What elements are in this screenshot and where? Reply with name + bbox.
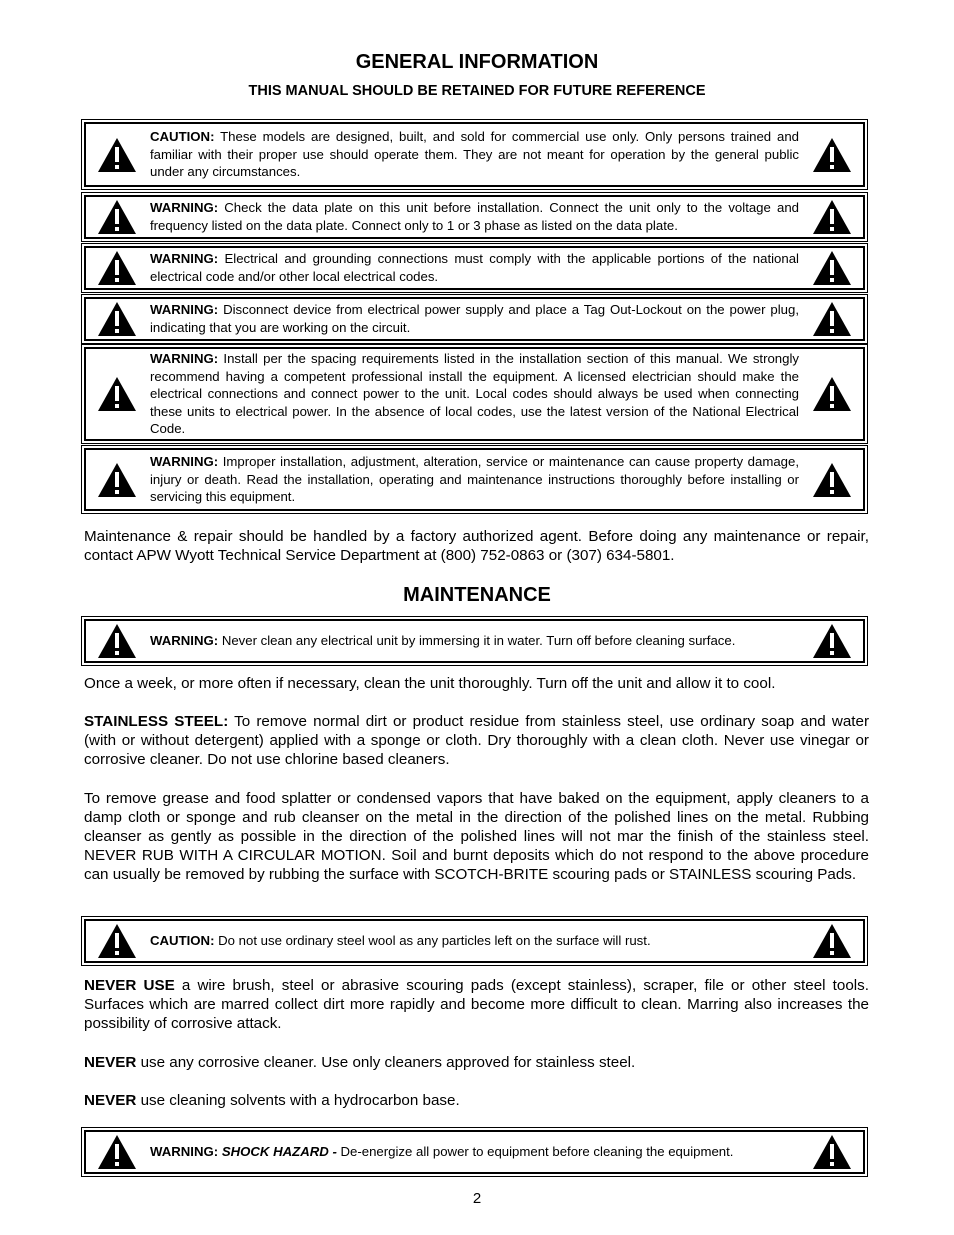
never-corrosive-text: use any corrosive cleaner. Use only cleaners approved for stainless steel. [140,1054,636,1071]
notice-text [148,1143,801,1161]
warning-triangle-icon [801,623,863,659]
notice-label: CAUTION: [150,129,215,145]
warning-triangle-icon [801,250,863,286]
warning-triangle-icon [86,1134,148,1170]
warning-triangle-icon [86,250,148,286]
never-solvents-paragraph [84,1091,869,1110]
notice-text [148,128,801,181]
warning-triangle-icon [801,1134,863,1170]
stainless-steel-label: STAINLESS STEEL: [84,713,229,730]
shock-hazard-label: SHOCK HAZARD - [221,1144,337,1160]
never-use-label: NEVER USE [84,977,175,994]
caution-steel-wool-notice [84,919,865,963]
never-label: NEVER [84,1092,137,1109]
notice-body: Electrical and grounding connections must comply with the applicable portions of the national electrical code and/or other local electrical codes. [150,251,799,284]
warning-triangle-icon [86,376,148,412]
grease-removal-paragraph: To remove grease and food splatter or condensed vapors that have baked on the equipment, apply cleaners to a damp cloth or sponge and rub cleanser on the metal in the direction of the polished lines on the metal. Rubbing cleanser as gently as possible in the direction of the polished lines will not mar the finish of the stainless steel. NEVER RUB WITH A CIRCULAR MOTION. Soil and burnt deposits which do not respond to the above procedure can usually be removed by rubbing the surface with SCOTCH-BRITE scouring pads or STAINLESS scouring Pads. [84,790,869,883]
notice-body: Never clean any electrical unit by immersing it in water. Turn off before cleaning surface. [221,633,736,649]
notice-body: These models are designed, built, and sold for commercial use only. Only persons trained and familiar with their proper use should operate them. They are not meant for operation by the general public under any circumstances. [150,129,799,180]
notice-body: Disconnect device from electrical power supply and place a Tag Out-Lockout on the power plug, indicating that you are working on the circuit. [150,302,799,335]
notice-text [148,350,801,438]
notice-label: WARNING: [150,454,219,470]
notice-label: WARNING: [150,302,219,318]
notice-body: Improper installation, adjustment, alteration, service or maintenance can cause property damage, injury or death. Read the installation, operating and maintenance instructions thoroughly before installing or servicing this equipment. [150,454,799,505]
warning-triangle-icon [86,137,148,173]
never-use-paragraph [84,976,869,1033]
service-paragraph: Maintenance & repair should be handled by a factory authorized agent. Before doing any maintenance or repair, contact APW Wyott Technical Service Department at (800) 752-0863 or (307) 634-5801. [84,528,869,564]
warning-triangle-icon [801,199,863,235]
stainless-steel-text: To remove normal dirt or product residue from stainless steel, use ordinary soap and water (with or without detergent) applied with a sponge or cloth. Dry thoroughly with a clean cloth. Never use vinegar or corrosive cleaner. Do not use chlorine based cleaners. [84,713,870,768]
warning-shock-hazard-notice [84,1130,865,1174]
warning-triangle-icon [86,199,148,235]
warning-triangle-icon [86,923,148,959]
notice-text [148,250,801,285]
notice-text [148,453,801,506]
page-title: GENERAL INFORMATION [355,51,599,73]
notice-body: Install per the spacing requirements listed in the installation section of this manual. We strongly recommend having a competent professional install the equipment. A licensed electrician should make the electrical connections and connect power to the unit. Local codes should always be used when connecting these units to electrical power. In the absence of local codes, use the latest version of the National Electrical Code. [150,351,799,437]
notice-label: WARNING: [150,200,219,216]
warning-lockout-notice [84,297,865,341]
warning-triangle-icon [801,301,863,337]
page-subtitle: THIS MANUAL SHOULD BE RETAINED FOR FUTURE REFERENCE [248,83,706,99]
notice-body: Do not use ordinary steel wool as any particles left on the surface will rust. [218,933,651,949]
warning-triangle-icon [86,623,148,659]
warning-triangle-icon [86,301,148,337]
warning-triangle-icon [801,923,863,959]
warning-immersion-notice [84,619,865,663]
notice-body: De-energize all power to equipment before cleaning the equipment. [340,1144,734,1160]
warning-electrical-code-notice [84,246,865,290]
stainless-steel-paragraph [84,712,869,769]
notice-text [148,932,801,950]
warning-triangle-icon [801,376,863,412]
notice-label: WARNING: [150,1144,219,1160]
notice-label: WARNING: [150,251,219,267]
caution-commercial-use-notice [84,122,865,187]
notice-text [148,301,801,336]
warning-data-plate-notice [84,195,865,239]
never-use-text: a wire brush, steel or abrasive scouring pads (except stainless), scraper, file or other steel tools. Surfaces which are marred collect dirt more rapidly and become more difficult to clean. Marring also increases the possibility of corrosive attack. [84,977,869,1032]
weekly-cleaning-paragraph: Once a week, or more often if necessary, clean the unit thoroughly. Turn off the unit and allow it to cool. [84,675,776,692]
notice-text [148,632,801,650]
never-label: NEVER [84,1054,137,1071]
never-solvents-text: use cleaning solvents with a hydrocarbon base. [140,1092,460,1109]
maintenance-title: MAINTENANCE [403,584,551,606]
notice-text [148,199,801,234]
notice-body: Check the data plate on this unit before installation. Connect the unit only to the voltage and frequency listed on the data plate. Connect only to 1 or 3 phase as listed on the data plate. [150,200,799,233]
warning-triangle-icon [801,137,863,173]
warning-triangle-icon [801,462,863,498]
never-corrosive-paragraph [84,1053,869,1072]
notice-label: WARNING: [150,351,219,367]
notice-label: WARNING: [150,633,219,649]
notice-label: CAUTION: [150,933,215,949]
page-number: 2 [472,1190,482,1207]
warning-triangle-icon [86,462,148,498]
warning-improper-installation-notice [84,448,865,511]
warning-installation-notice [84,347,865,441]
